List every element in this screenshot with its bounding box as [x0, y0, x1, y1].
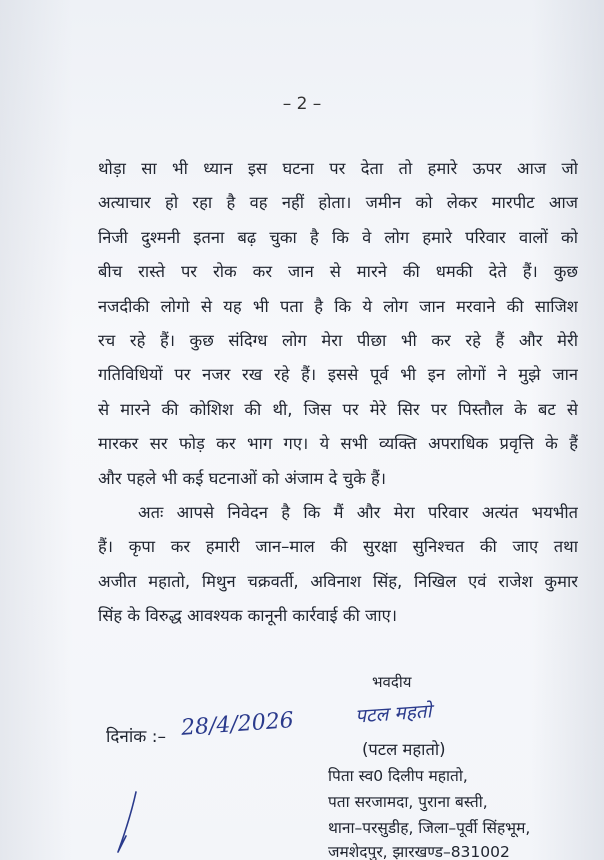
text-line: थोड़ा सा भी ध्यान इस घटना पर देता तो हमारे ऊपर आज जो [98, 159, 578, 178]
handwritten-signature: पटल महतो [354, 700, 433, 728]
text-line: सिंह के विरुद्ध आवश्यक कानूनी कार्रवाई की जाए। [98, 606, 397, 626]
handwritten-date: 28/4/2026 [180, 708, 295, 741]
pen-stroke-mark [112, 790, 142, 860]
text-line: मारकर सर फोड़ कर भाग गए। ये सभी व्यक्ति अपराधिक प्रवृत्ति के हैं [98, 434, 578, 454]
date-label: दिनांक :– [106, 727, 166, 747]
text-line: बीच रास्ते पर रोक कर जान से मारने की धमकी देते हैं। कुछ [98, 262, 578, 282]
text-line: और पहले भी कई घटनाओं को अंजाम दे चुके हैं। [98, 468, 387, 488]
text-line: से मारने की कोशिश की थी, जिस पर मेरे सिर पर पिस्तौल के बट से [98, 399, 578, 419]
sender-city: जमशेदपुर, झारखण्ड–831002 [328, 843, 510, 860]
page-number: – 2 – [282, 94, 322, 114]
text-line: अजीत महातो, मिथुन चक्रवर्ती, अविनाश सिंह, निखिल एवं राजेश कुमार [98, 571, 578, 591]
text-line: गतिविधियों पर नजर रख रहे हैं। इससे पूर्व भी इन लोगों ने मुझे जान [98, 365, 578, 385]
body-paragraph-1 [98, 152, 578, 496]
text-line: अतः आपसे निवेदन है कि मैं और मेरा परिवार अत्यंत भयभीत [138, 503, 578, 522]
sender-address: पता सरजामदा, पुराना बस्ती, [328, 793, 488, 811]
sender-police-district: थाना–परसुडीह, जिला–पूर्वी सिंहभूम, [328, 819, 531, 837]
text-line: निजी दुश्मनी इतना बढ़ चुका है कि वे लोग हमारे परिवार वालों को [98, 227, 578, 247]
text-line: रच रहे हैं। कुछ संदिग्ध लोग मेरा पीछा भी कर रहे हैं और मेरी [98, 330, 578, 350]
sender-father: पिता स्व0 दिलीप महातो, [328, 767, 468, 785]
text-line: अत्याचार हो रहा है वह नहीं होता। जमीन को लेकर मारपीट आज [98, 193, 578, 213]
sender-name: (पटल महातो) [362, 740, 446, 759]
text-line: नजदीकी लोगो से यह भी पता है कि ये लोग जान मरवाने की साजिश [98, 296, 578, 316]
text-line: हैं। कृपा कर हमारी जान–माल की सुरक्षा सुनिश्चत की जाए तथा [98, 537, 578, 557]
body-paragraph-2 [98, 496, 578, 634]
closing-salutation: भवदीय [372, 673, 412, 691]
